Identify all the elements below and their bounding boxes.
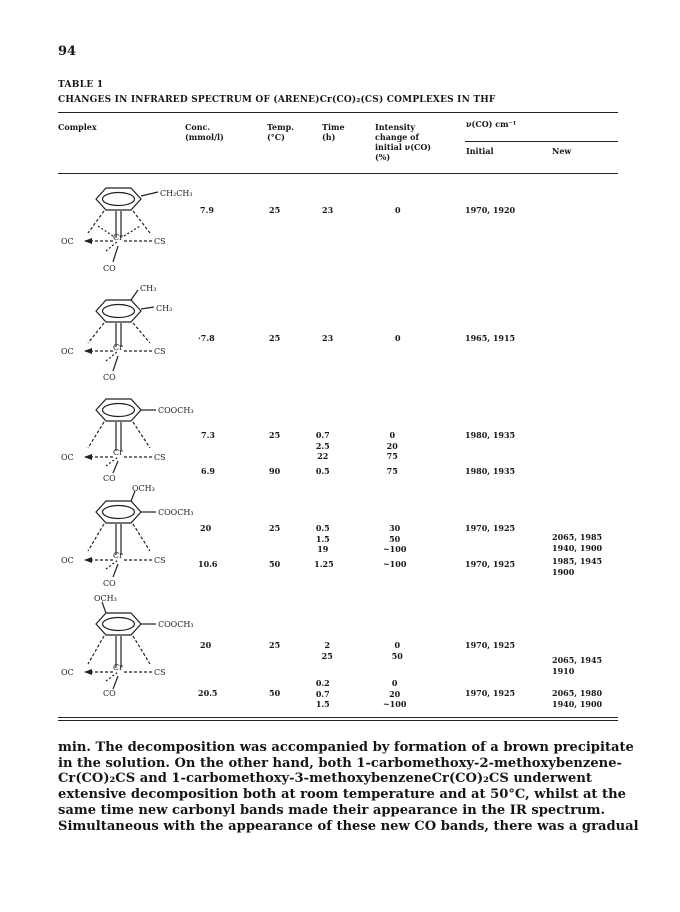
wedge-bond bbox=[84, 454, 92, 460]
wedge-bond bbox=[84, 557, 92, 563]
cr-label: Cr bbox=[113, 343, 123, 352]
structure-methylbenzoate bbox=[58, 393, 198, 487]
table-cell: 0.5 bbox=[315, 466, 330, 476]
cr-label: Cr bbox=[113, 551, 123, 560]
table-cell: 0 bbox=[395, 205, 401, 215]
table-cell: 20 bbox=[200, 640, 212, 650]
body-line: same time new carbonyl bands made their appearance in the IR spectrum. bbox=[58, 802, 606, 818]
table-cell: 7.3 bbox=[201, 430, 215, 440]
page-number: 94 bbox=[58, 44, 77, 59]
table-cell: 25 bbox=[269, 523, 281, 533]
cs-label: CS bbox=[154, 347, 166, 356]
substituent-top-label: CH₃ bbox=[140, 284, 157, 293]
table-cell: 90 bbox=[269, 466, 281, 476]
oc-label: OC bbox=[61, 668, 74, 677]
substituent-label: CH₃ bbox=[156, 304, 173, 313]
table-cell: 25 bbox=[269, 430, 281, 440]
wedge-bond bbox=[84, 238, 92, 244]
header-nu-co: ν(CO) cm⁻¹ bbox=[466, 119, 517, 129]
oc-label: OC bbox=[61, 556, 74, 565]
co-label: CO bbox=[103, 579, 116, 588]
header-conc-line2: (mmol/l) bbox=[185, 132, 224, 142]
header-temp-line1: Temp. bbox=[267, 122, 294, 132]
oc-label: OC bbox=[61, 237, 74, 246]
table-cell: 25 bbox=[269, 205, 281, 215]
table-label: TABLE 1 bbox=[58, 80, 104, 90]
table-rule-header-bottom bbox=[58, 173, 618, 174]
header-time-line2: (h) bbox=[322, 132, 336, 142]
header-conc bbox=[185, 122, 224, 142]
table-cell: 1985, 1945 1900 bbox=[552, 556, 603, 577]
body-line: Cr(CO)₂CS and 1-carbomethoxy-3-methoxybenzeneCr(CO)₂CS underwent bbox=[58, 771, 592, 787]
header-complex: Complex bbox=[58, 122, 97, 132]
table-rule-bottom-2 bbox=[58, 720, 618, 721]
header-new: New bbox=[552, 146, 572, 156]
substituent-label: CH₂CH₃ bbox=[160, 189, 193, 198]
table-cell: 25 bbox=[269, 333, 281, 343]
wedge-bond bbox=[84, 669, 92, 675]
cs-label: CS bbox=[154, 453, 166, 462]
body-line: Simultaneous with the appearance of these new CO bands, there was a gradual bbox=[58, 818, 639, 834]
header-intensity-line2: change of bbox=[375, 132, 419, 142]
table-cell: 0.7 2.5 22 bbox=[315, 430, 330, 461]
structure-2-methoxy-methylbenzoate bbox=[58, 483, 198, 591]
substituent-top-label: OCH₃ bbox=[94, 594, 117, 603]
oc-label: OC bbox=[61, 453, 74, 462]
table-cell: 20 bbox=[200, 523, 212, 533]
substituent-label: COOCH₃ bbox=[158, 620, 194, 629]
table-cell: ·7.8 bbox=[198, 333, 215, 343]
table-cell: 6.9 bbox=[201, 466, 215, 476]
table-cell: 10.6 bbox=[198, 559, 218, 569]
table-cell: 1970, 1925 bbox=[465, 559, 516, 569]
cs-label: CS bbox=[154, 556, 166, 565]
header-temp bbox=[267, 122, 294, 142]
table-cell: 0.5 1.5 19 bbox=[315, 523, 330, 554]
header-intensity-line4: (%) bbox=[375, 152, 391, 162]
table-cell: 1970, 1925 bbox=[465, 688, 516, 698]
substituent-label: COOCH₃ bbox=[158, 406, 194, 415]
table-cell: ~100 bbox=[382, 559, 407, 569]
table-cell: 1980, 1935 bbox=[465, 466, 516, 476]
table-cell: 50 bbox=[269, 559, 281, 569]
table-cell: 0.2 0.7 1.5 bbox=[315, 678, 330, 709]
structure-ethylbenzene bbox=[58, 178, 198, 276]
table-cell: 1.25 bbox=[314, 559, 334, 569]
co-label: CO bbox=[103, 264, 116, 273]
table-rule-subheader bbox=[465, 141, 618, 142]
table-cell: 23 bbox=[322, 205, 334, 215]
table-cell: 30 50 ~100 bbox=[382, 523, 407, 554]
co-label: CO bbox=[103, 689, 116, 698]
table-cell: 1970, 1925 bbox=[465, 523, 516, 533]
table-cell: 25 bbox=[269, 640, 281, 650]
header-intensity bbox=[375, 122, 431, 162]
table-title: CHANGES IN INFRARED SPECTRUM OF (ARENE)Cr(CO)₂(CS) COMPLEXES IN THF bbox=[58, 95, 496, 105]
wedge-bond bbox=[84, 348, 92, 354]
structure-drawing bbox=[85, 290, 154, 371]
oc-label: OC bbox=[61, 347, 74, 356]
table-cell: 1970, 1925 bbox=[465, 640, 516, 650]
substituent-label: COOCH₃ bbox=[158, 508, 194, 517]
cs-label: CS bbox=[154, 237, 166, 246]
table-cell: 2065, 1985 1940, 1900 bbox=[552, 532, 603, 553]
header-initial: Initial bbox=[466, 146, 494, 156]
structure-drawing bbox=[85, 491, 156, 577]
table-rule-bottom bbox=[58, 717, 618, 718]
table-cell: 0 50 bbox=[391, 640, 403, 661]
header-temp-line2: (°C) bbox=[267, 132, 285, 142]
cr-label: Cr bbox=[113, 233, 123, 242]
table-rule-top bbox=[58, 112, 618, 113]
structure-xylene bbox=[58, 283, 198, 383]
structure-3-methoxy-methylbenzoate bbox=[58, 592, 198, 704]
header-time bbox=[322, 122, 345, 142]
header-intensity-line3: initial ν(CO) bbox=[375, 142, 432, 152]
cs-label: CS bbox=[154, 668, 166, 677]
header-time-line1: Time bbox=[322, 122, 345, 132]
substituent-top-label: OCH₃ bbox=[132, 484, 155, 493]
body-line: in the solution. On the other hand, both 1-carbomethoxy-2-methoxybenzene- bbox=[58, 755, 622, 771]
structure-drawing bbox=[85, 399, 156, 473]
table-cell: 2 25 bbox=[321, 640, 333, 661]
co-label: CO bbox=[103, 373, 116, 382]
table-cell: 0 20 ~100 bbox=[382, 678, 407, 709]
table-cell: 7.9 bbox=[200, 205, 214, 215]
co-label: CO bbox=[103, 474, 116, 483]
table-cell: 23 bbox=[322, 333, 334, 343]
body-paragraph bbox=[58, 740, 639, 834]
table-cell: 2065, 1945 1910 bbox=[552, 655, 603, 676]
table-cell: 1980, 1935 bbox=[465, 430, 516, 440]
table-cell: 0 bbox=[395, 333, 401, 343]
table-cell: 20.5 bbox=[198, 688, 218, 698]
table-cell: 75 bbox=[386, 466, 398, 476]
table-cell: 2065, 1980 1940, 1900 bbox=[552, 688, 603, 709]
header-intensity-line1: Intensity bbox=[375, 122, 416, 132]
cr-label: Cr bbox=[113, 448, 123, 457]
cr-label: Cr bbox=[113, 663, 123, 672]
header-conc-line1: Conc. bbox=[185, 122, 211, 132]
table-cell: 50 bbox=[269, 688, 281, 698]
structure-drawing bbox=[85, 602, 156, 689]
body-line: min. The decomposition was accompanied by formation of a brown precipitate bbox=[58, 740, 634, 755]
table-cell: 0 20 75 bbox=[386, 430, 398, 461]
body-line: extensive decomposition both at room temperature and at 50°C, whilst at the bbox=[58, 787, 626, 803]
table-cell: 1970, 1920 bbox=[465, 205, 516, 215]
table-cell: 1965, 1915 bbox=[465, 333, 516, 343]
structure-drawing bbox=[85, 188, 158, 262]
